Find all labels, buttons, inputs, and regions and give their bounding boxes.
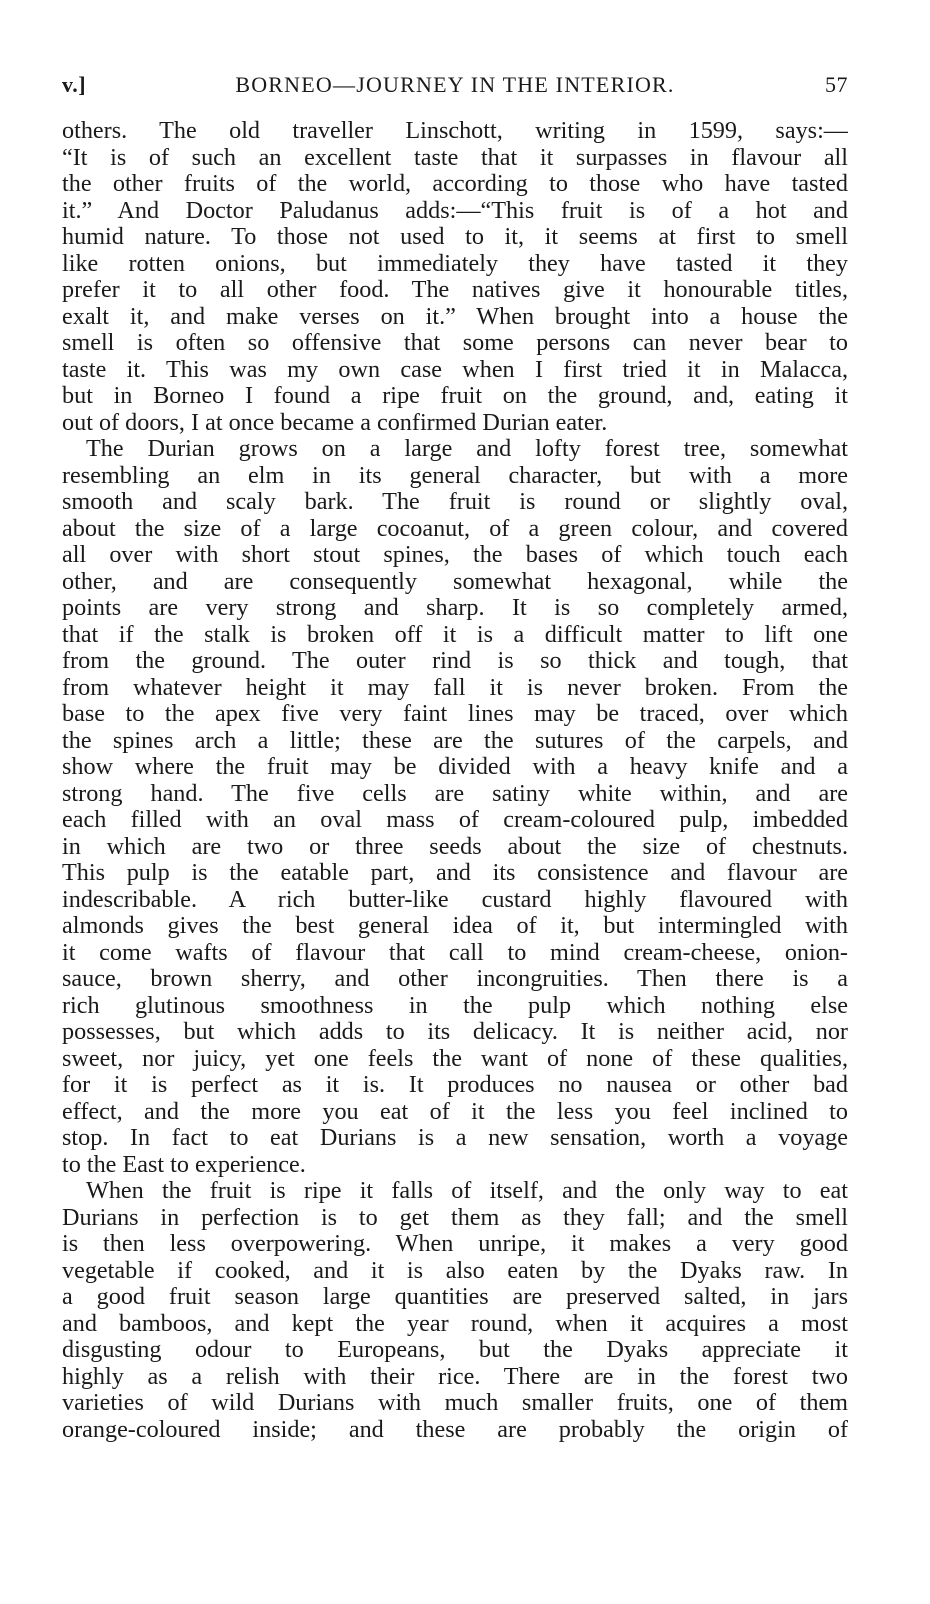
text-line: highly as a relish with their rice. There are in the forest two — [62, 1363, 848, 1390]
text-line: This pulp is the eatable part, and its consistence and flavour are — [62, 860, 848, 886]
text-line: humid nature. To those not used to it, it seems at first to smell — [62, 224, 848, 250]
text-line: for it is perfect as it is. It produces no nausea or other bad — [62, 1072, 848, 1098]
running-head — [62, 72, 848, 106]
text-line: taste it. This was my own case when I first tried it in Malacca, — [62, 356, 848, 383]
running-title: BORNEO—JOURNEY IN THE INTERIOR. — [235, 72, 675, 97]
body-text — [62, 118, 848, 1443]
paragraph — [62, 118, 848, 436]
text-line: smooth and scaly bark. The fruit is round or slightly oval, — [62, 489, 848, 515]
text-line: base to the apex five very faint lines may be traced, over which — [62, 701, 848, 727]
text-line: resembling an elm in its general character, but with a more — [62, 462, 848, 489]
text-line: about the size of a large cocoanut, of a green colour, and covered — [62, 515, 848, 542]
text-line: it come wafts of flavour that call to mind cream-cheese, onion- — [62, 939, 848, 966]
text-line: almonds gives the best general idea of it, but intermingled with — [62, 913, 848, 939]
text-line: vegetable if cooked, and it is also eaten by the Dyaks raw. In — [62, 1257, 848, 1284]
text-line: to the East to experience. — [62, 1151, 306, 1178]
text-line: like rotten onions, but immediately they have tasted it they — [62, 250, 848, 277]
text-line: others. The old traveller Linschott, writing in 1599, says:— — [62, 118, 848, 144]
text-line: is then less overpowering. When unripe, it makes a very good — [62, 1231, 848, 1257]
text-line: each filled with an oval mass of cream-coloured pulp, imbedded — [62, 807, 848, 833]
text-line: varieties of wild Durians with much smaller fruits, one of them — [62, 1390, 848, 1416]
text-line: disgusting odour to Europeans, but the Dyaks appreciate it — [62, 1337, 848, 1363]
text-line: Durians in perfection is to get them as they fall; and the smell — [62, 1204, 848, 1231]
text-line: and bamboos, and kept the year round, when it acquires a most — [62, 1310, 848, 1337]
text-line: strong hand. The five cells are satiny white within, and are — [62, 780, 848, 807]
text-line: sauce, brown sherry, and other incongruities. Then there is a — [62, 966, 848, 992]
text-line: smell is often so offensive that some persons can never bear to — [62, 330, 848, 356]
text-line: stop. In fact to eat Durians is a new sensation, worth a voyage — [62, 1125, 848, 1151]
text-line: exalt it, and make verses on it.” When brought into a house the — [62, 303, 848, 330]
text-line: show where the fruit may be divided with a heavy knife and a — [62, 754, 848, 780]
text-line: the spines arch a little; these are the sutures of the carpels, and — [62, 727, 848, 754]
text-line: but in Borneo I found a ripe fruit on the ground, and, eating it — [62, 383, 848, 409]
text-line: that if the stalk is broken off it is a difficult matter to lift one — [62, 621, 848, 648]
text-line: When the fruit is ripe it falls of itself, and the only way to eat — [86, 1178, 848, 1204]
text-line: from the ground. The outer rind is so thick and tough, that — [62, 648, 848, 674]
text-line: a good fruit season large quantities are preserved salted, in jars — [62, 1284, 848, 1310]
page-number: 57 — [825, 72, 848, 97]
paragraph — [62, 436, 848, 1178]
text-line: The Durian grows on a large and lofty forest tree, somewhat — [86, 436, 848, 462]
text-line: orange-coloured inside; and these are probably the origin of — [62, 1416, 848, 1443]
text-line: in which are two or three seeds about the size of chestnuts. — [62, 833, 848, 860]
text-line: the other fruits of the world, according to those who have tasted — [62, 171, 848, 197]
text-line: from whatever height it may fall it is never broken. From the — [62, 674, 848, 701]
text-line: sweet, nor juicy, yet one feels the want of none of these qualities, — [62, 1045, 848, 1072]
chapter-number: v.] — [62, 72, 87, 97]
text-line: effect, and the more you eat of it the less you feel inclined to — [62, 1098, 848, 1125]
text-line: points are very strong and sharp. It is so completely armed, — [62, 595, 848, 621]
paragraph — [62, 1178, 848, 1443]
text-line: it.” And Doctor Paludanus adds:—“This fruit is of a hot and — [62, 197, 848, 224]
text-line: “It is of such an excellent taste that it surpasses in flavour all — [62, 144, 848, 171]
text-line: prefer it to all other food. The natives give it honourable titles, — [62, 277, 848, 303]
text-line: rich glutinous smoothness in the pulp which nothing else — [62, 992, 848, 1019]
text-line: possesses, but which adds to its delicacy. It is neither acid, nor — [62, 1019, 848, 1045]
text-line: out of doors, I at once became a confirmed Durian eater. — [62, 409, 608, 436]
text-line: other, and are consequently somewhat hexagonal, while the — [62, 568, 848, 595]
text-line: indescribable. A rich butter-like custard highly flavoured with — [62, 886, 848, 913]
text-line: all over with short stout spines, the bases of which touch each — [62, 542, 848, 568]
